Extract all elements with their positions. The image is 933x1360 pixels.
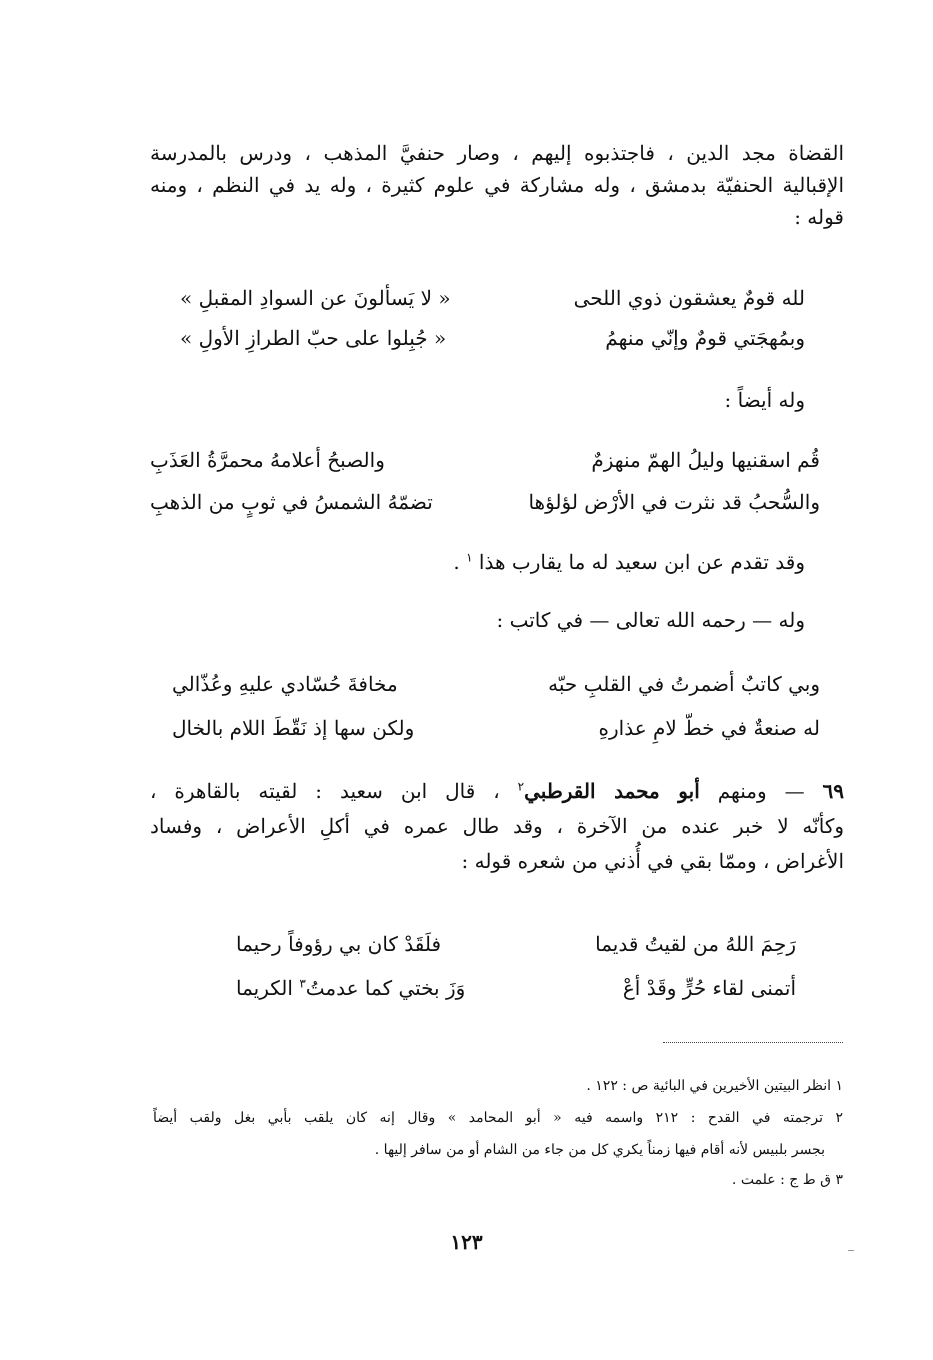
footnote-2-number: ٢ [835, 1110, 844, 1126]
section-69-line-2: وكأنّه لا خبر عنده من الآخرة ، وقد طال عمره في أكلِ الأعراض ، وفساد [150, 814, 844, 838]
footnote-3 [732, 1172, 843, 1188]
poem2-verse-1 [150, 448, 820, 478]
poem1-verse-2-left: « جُبِلوا على حبّ الطرازِ الأولِ » [180, 326, 447, 350]
footnote-2 [153, 1110, 843, 1126]
poem3-verse-2-right: له صنعةٌ في خطّ لامِ عذارهِ [598, 716, 820, 740]
note-line-end: . [453, 550, 460, 574]
poem2-verse-1-left: والصبحُ أعلامهُ محمرَّةُ العَذَبِ [150, 448, 385, 472]
poem1-verse-2 [180, 326, 805, 356]
poem4-verse-2-left-text: وَزَ بختي كما عدمتُ [305, 976, 466, 1000]
poem3-verse-1-right: وبي كاتبٌ أضمرتُ في القلبِ حبّه [548, 672, 820, 696]
footnote-2-text: ترجمته في القدح : ٢١٢ واسمه فيه « أبو المحامد » وقال إنه كان يلقب بأبي بغل ولقب أيضاً [153, 1110, 823, 1126]
poem3-verse-2-left: ولكن سها إذ نَقّطَ اللام بالخال [172, 716, 415, 740]
person-name: أبو محمد القرطبي [524, 779, 700, 803]
footnote-2b-text: بجسر بلبيس لأنه أقام فيها زمناً يكري كل من جاء من الشام أو من سافر إليها . [374, 1142, 825, 1158]
poem4-verse-2-left [236, 976, 465, 1000]
poem1-verse-1-right: لله قومٌ يعشقون ذوي اللحى [573, 286, 805, 310]
poem4-verse-1-right: رَحِمَ اللهُ من لقيتُ قديما [595, 932, 796, 956]
intro-line-2: الإقبالية الحنفيّة بدمشق ، وله مشاركة في علوم كثيرة ، وله يد في النظم ، ومنه [150, 173, 844, 197]
katib-label: وله — رحمه الله تعالى — في كاتب : [496, 608, 805, 632]
poem3-verse-2 [172, 716, 820, 746]
footnote-1 [586, 1078, 843, 1094]
intro-line-3: قوله : [794, 205, 844, 229]
page-number: ١٢٣ [450, 1230, 483, 1254]
poem4-verse-2-right: أتمنى لقاء حُرٍّ وقَدْ أعْ [622, 976, 796, 1000]
note-line-text: وقد تقدم عن ابن سعيد له ما يقارب هذا [478, 550, 805, 574]
poem4-verse-1 [236, 932, 796, 962]
poem2-verse-2-right: والسُّحبُ قد نثرت في الأرْض لؤلؤها [528, 490, 820, 514]
poem4-verse-2 [236, 976, 796, 1006]
poem1-verse-1 [180, 286, 805, 316]
footnote-3-number: ٣ [835, 1172, 843, 1188]
section-69-paragraph [150, 778, 844, 875]
footnote-ref-2: ٢ [517, 779, 525, 794]
note-line [453, 550, 805, 580]
footnote-2-continuation [375, 1142, 825, 1158]
margin-mark [848, 1250, 854, 1251]
section-69-line-3: الأغراض ، وممّا بقي في أُذني من شعره قوله : [461, 849, 844, 873]
poem3-verse-1 [172, 672, 820, 702]
footnote-separator [663, 1042, 843, 1043]
footnote-ref-1: ١ [466, 550, 473, 565]
section-69-line-1-rest: ، قال ابن سعيد : لقيته بالقاهرة ، [150, 779, 518, 803]
footnote-ref-3: ٣ [299, 976, 306, 991]
poem1-verse-2-right: وبمُهجَتي قومٌ وإنّي منهمُ [605, 326, 805, 350]
footnote-1-text: انظر البيتين الأخيرين في البائية ص : ١٢٢ . [586, 1078, 832, 1094]
poem2-verse-1-right: قُم اسقنيها وليلُ الهمّ منهزمٌ [591, 448, 820, 472]
intro-paragraph [150, 140, 844, 231]
poem3-verse-1-left: مخافةَ حُسّادي عليهِ وعُذّالي [172, 672, 398, 696]
section-69-intro: — ومنهم [699, 779, 823, 803]
section-number: ٦٩ [822, 779, 844, 803]
poem4-verse-1-left: فلَقَدْ كان بي رؤوفاً رحيما [236, 932, 442, 956]
footnote-1-number: ١ [835, 1078, 843, 1094]
poem2-verse-2-left: تضمّهُ الشمسُ في ثوبٍ من الذهبِ [150, 490, 433, 514]
also-label: وله أيضاً : [724, 388, 805, 412]
poem1-verse-1-left: « لا يَسألونَ عن السوادِ المقبلِ » [180, 286, 451, 310]
poem2-verse-2 [150, 490, 820, 520]
section-69-line-1 [150, 778, 844, 805]
poem4-verse-2-left-end: الكريما [236, 976, 300, 1000]
intro-line-1: القضاة مجد الدين ، فاجتذبوه إليهم ، وصار حنفيَّ المذهب ، ودرس بالمدرسة [150, 141, 844, 165]
footnote-3-text: ق ط ج : علمت . [731, 1172, 832, 1188]
